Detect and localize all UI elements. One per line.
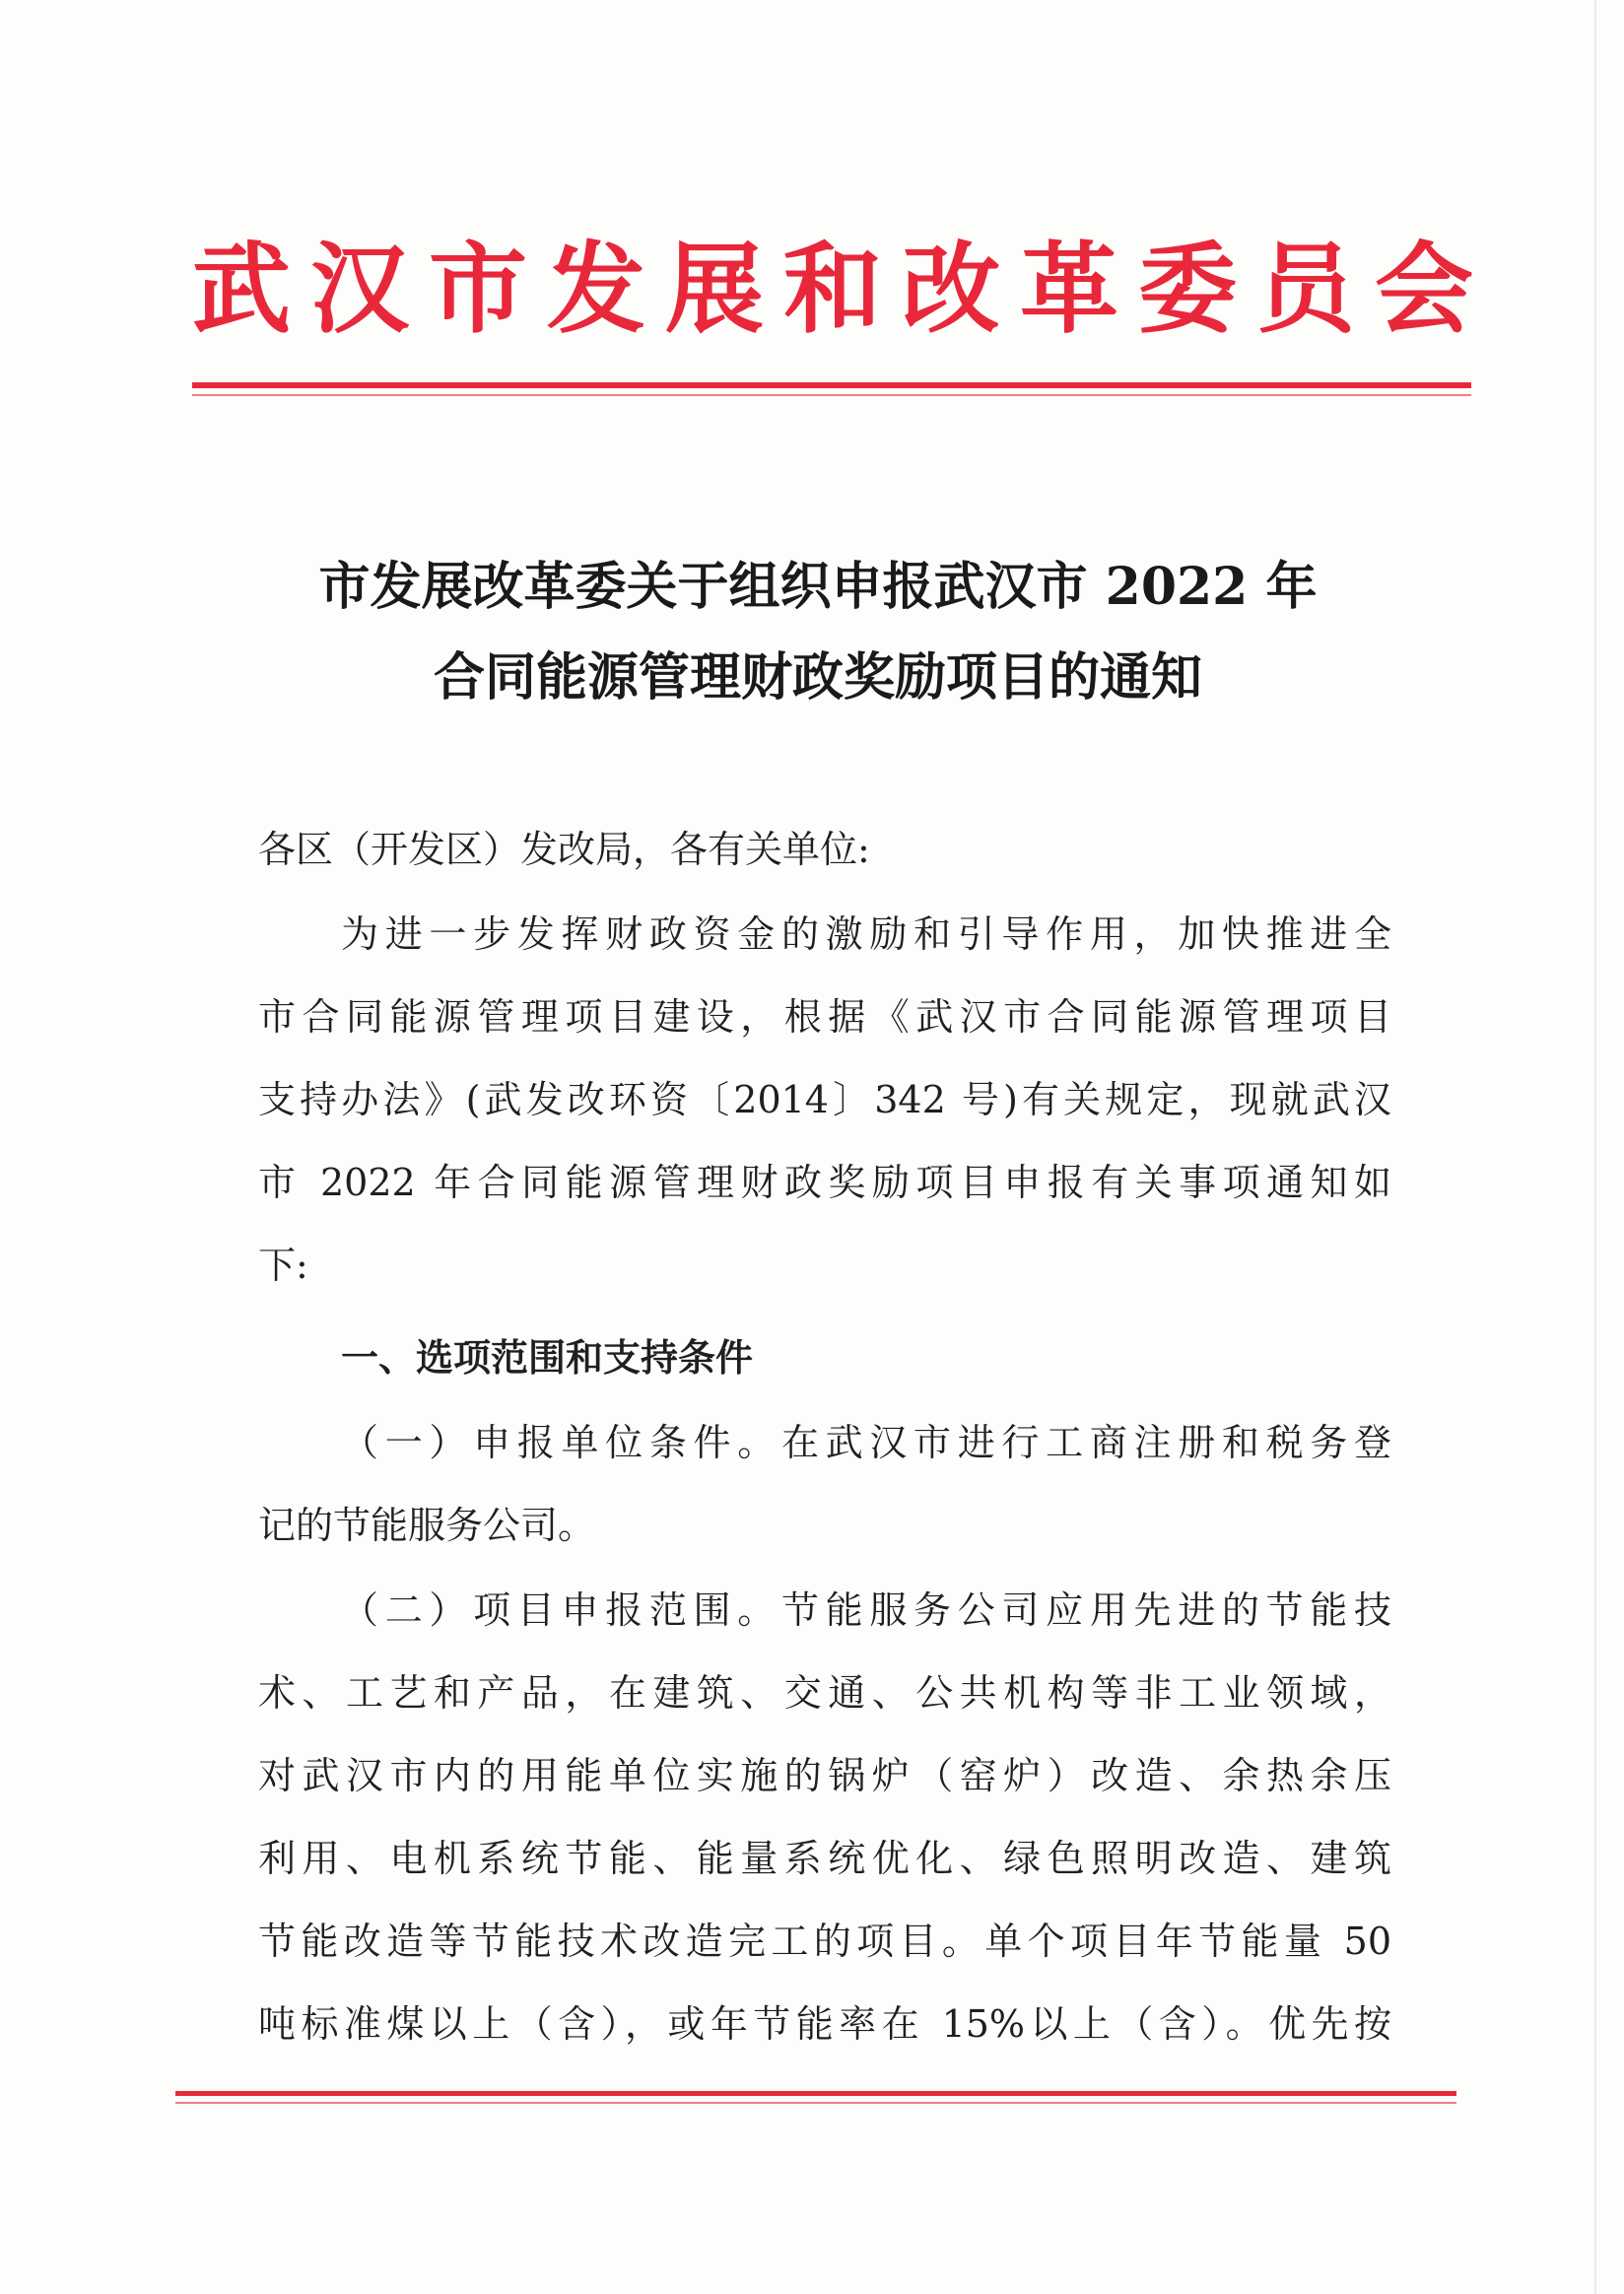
body-line: 记的节能服务公司。 xyxy=(258,1504,596,1547)
body-line: 支持办法》(武发改环资〔2014〕342 号)有关规定，现就武汉 xyxy=(258,1078,1391,1121)
footer-red-rule-thin xyxy=(175,2102,1456,2104)
body-line: 吨标准煤以上（含），或年节能率在 15%以上（含）。优先按 xyxy=(258,2002,1391,2046)
body-line: 节能改造等节能技术改造完工的项目。单个项目年节能量 50 xyxy=(258,1920,1391,1963)
body-line: 市 2022 年合同能源管理财政奖励项目申报有关事项通知如 xyxy=(258,1161,1391,1204)
document-title-line-1: 市发展改革委关于组织申报武汉市 2022 年 xyxy=(318,557,1318,617)
body-line: （二）项目申报范围。节能服务公司应用先进的节能技 xyxy=(341,1588,1391,1632)
letterhead-red-rule-thin xyxy=(192,394,1471,396)
body-line: 对武汉市内的用能单位实施的锅炉（窑炉）改造、余热余压 xyxy=(258,1754,1391,1797)
body-line: 市合同能源管理项目建设，根据《武汉市合同能源管理项目 xyxy=(258,995,1391,1039)
body-line: 术、工艺和产品，在建筑、交通、公共机构等非工业领域， xyxy=(258,1671,1391,1715)
footer-red-rule xyxy=(175,2091,1456,2096)
letterhead-org-name: 武汉市发展和改革委员会 xyxy=(192,231,1493,347)
body-line: 为进一步发挥财政资金的激励和引导作用，加快推进全 xyxy=(341,912,1391,956)
letterhead-red-rule xyxy=(192,382,1471,388)
body-line: 利用、电机系统节能、能量系统优化、绿色照明改造、建筑 xyxy=(258,1837,1391,1880)
body-line: （一）申报单位条件。在武汉市进行工商注册和税务登 xyxy=(341,1421,1391,1464)
document-title xyxy=(227,542,1409,723)
salutation: 各区（开发区）发改局，各有关单位: xyxy=(258,828,870,871)
document-title-line-2: 合同能源管理财政奖励项目的通知 xyxy=(433,647,1202,708)
scan-edge xyxy=(1594,0,1596,2294)
section-heading: 一、选项范围和支持条件 xyxy=(341,1336,754,1380)
body-line: 下: xyxy=(258,1244,308,1287)
